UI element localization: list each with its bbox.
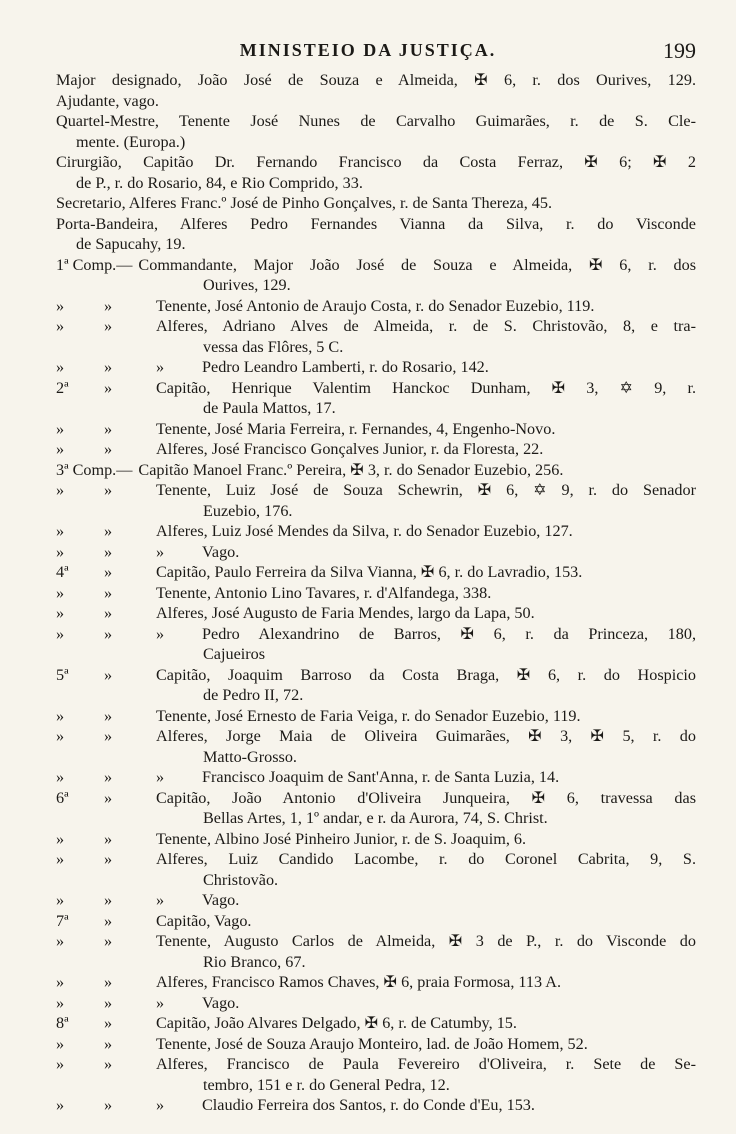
- continuation-line: Rio Branco, 67.: [203, 952, 306, 971]
- ditto-column: »: [156, 1096, 165, 1114]
- entry-text: Tenente, Antonio Lino Tavares, r. d'Alfandega, 338.: [156, 583, 492, 602]
- ditto-column: »: [104, 706, 113, 725]
- page-header: [0, 36, 736, 66]
- text-line: de P., r. do Rosario, 84, e Rio Comprido, 33.: [76, 173, 363, 192]
- ditto-column: »: [104, 296, 113, 315]
- continuation-line: Bellas Artes, 1, 1º andar, e r. da Aurora, 74, S. Christ.: [203, 809, 548, 827]
- entry-text: Capitão, Vago.: [156, 911, 252, 930]
- roster-row: [56, 357, 696, 378]
- ditto-column: »: [104, 993, 113, 1012]
- ditto-column: »: [104, 891, 113, 909]
- roster-row: [56, 788, 696, 809]
- company-column: »: [56, 1096, 65, 1114]
- company-column: 2ª: [56, 378, 69, 397]
- roster-row: [56, 972, 696, 993]
- company-column: »: [56, 624, 65, 643]
- entry-text: Capitão, Joaquim Barroso da Costa Braga, ✠ 6, r. do Hospicio: [156, 665, 696, 684]
- continuation-line: vessa das Flôres, 5 C.: [203, 337, 344, 356]
- text-line: Quartel-Mestre, Tenente José Nunes de Carvalho Guimarães, r. de S. Cle-: [56, 112, 696, 130]
- ditto-column: »: [104, 768, 113, 786]
- ditto-column: »: [104, 378, 113, 397]
- entry-text: Alferes, Francisco de Paula Fevereiro d'Oliveira, r. Sete de Se-: [156, 1055, 696, 1073]
- ditto-column: »: [104, 604, 113, 622]
- entry-text: Capitão, Paulo Ferreira da Silva Vianna, ✠ 6, r. do Lavradio, 153.: [156, 563, 583, 581]
- ditto-column: »: [156, 993, 165, 1012]
- company-column: »: [56, 768, 65, 786]
- entry-text: Vago.: [202, 891, 240, 909]
- ditto-column: »: [104, 583, 113, 602]
- entry-text: Alferes, Luiz José Mendes da Silva, r. do Senador Euzebio, 127.: [156, 522, 573, 540]
- ditto-column: »: [104, 788, 113, 807]
- continuation-line: tembro, 151 e r. do General Pedra, 12.: [203, 1075, 450, 1094]
- roster-row: [56, 583, 696, 604]
- entry-text: Alferes, Jorge Maia de Oliveira Guimarães, ✠ 3, ✠ 5, r. do: [156, 727, 696, 745]
- continuation-line: Cajueiros: [203, 645, 266, 663]
- entry-text: Tenente, José de Souza Araujo Monteiro, lad. de João Homem, 52.: [156, 1034, 588, 1053]
- ditto-column: »: [104, 563, 113, 581]
- roster-row: [56, 665, 696, 686]
- ditto-column: »: [104, 932, 113, 950]
- roster-row: [56, 378, 696, 399]
- ditto-column: »: [156, 542, 165, 561]
- company-column: 7ª: [56, 911, 69, 930]
- ditto-column: »: [104, 727, 113, 745]
- company-column: »: [56, 706, 65, 725]
- roster-row: [56, 726, 696, 747]
- ditto-column: »: [104, 440, 113, 458]
- roster-row: [56, 460, 696, 481]
- company-column: 6ª: [56, 788, 69, 807]
- roster-row: [56, 419, 696, 440]
- text-line: Porta-Bandeira, Alferes Pedro Fernandes Vianna da Silva, r. do Visconde: [56, 214, 696, 233]
- ditto-column: »: [104, 1096, 113, 1114]
- company-column: »: [56, 829, 65, 848]
- entry-text: Capitão, João Antonio d'Oliveira Junqueira, ✠ 6, travessa das: [156, 788, 696, 807]
- roster-row: [56, 521, 696, 542]
- roster-row: [56, 562, 696, 583]
- entry-text: Capitão Manoel Franc.º Pereira, ✠ 3, r. do Senador Euzebio, 256.: [138, 460, 564, 479]
- entry-text: Pedro Alexandrino de Barros, ✠ 6, r. da Princeza, 180,: [202, 624, 696, 643]
- company-column: »: [56, 358, 65, 376]
- entry-text: Tenente, José Ernesto de Faria Veiga, r. do Senador Euzebio, 119.: [156, 706, 581, 725]
- ditto-column: »: [156, 358, 165, 376]
- continuation-line: Euzebio, 176.: [203, 501, 293, 520]
- roster-row: [56, 542, 696, 563]
- page-number: 199: [663, 38, 696, 63]
- entry-text: Tenente, Luiz José de Souza Schewrin, ✠ 6, ✡ 9, r. do Senador: [156, 481, 696, 499]
- roster-row: [56, 1034, 696, 1055]
- ditto-column: »: [104, 1034, 113, 1053]
- roster-row: [56, 911, 696, 932]
- text-body: [56, 70, 696, 1116]
- entry-text: Claudio Ferreira dos Santos, r. do Conde d'Eu, 153.: [202, 1096, 535, 1114]
- entry-text: Alferes, José Francisco Gonçalves Junior, r. da Floresta, 22.: [156, 440, 544, 458]
- continuation-line: de Pedro II, 72.: [203, 686, 304, 704]
- ditto-column: »: [104, 542, 113, 561]
- roster-row: [56, 480, 696, 501]
- entry-text: Tenente, José Antonio de Araujo Costa, r. do Senador Euzebio, 119.: [156, 296, 595, 315]
- ditto-column: »: [104, 665, 113, 684]
- company-column: »: [56, 583, 65, 602]
- entry-text: Tenente, José Maria Ferreira, r. Fernandes, 4, Engenho-Novo.: [156, 419, 556, 438]
- ditto-column: »: [104, 419, 113, 438]
- continuation-line: Matto-Grosso.: [203, 747, 297, 766]
- ditto-column: »: [104, 973, 113, 991]
- entry-text: Francisco Joaquim de Sant'Anna, r. de Santa Luzia, 14.: [202, 768, 560, 786]
- roster-row: [56, 706, 696, 727]
- company-column: »: [56, 317, 65, 335]
- roster-row: [56, 931, 696, 952]
- ditto-column: »: [104, 1014, 113, 1032]
- roster-row: [56, 624, 696, 645]
- ditto-column: »: [104, 624, 113, 643]
- continuation-line: Christovão.: [203, 870, 279, 889]
- ditto-column: »: [156, 891, 165, 909]
- text-line: Secretario, Alferes Franc.º José de Pinho Gonçalves, r. de Santa Thereza, 45.: [56, 194, 553, 212]
- ditto-column: »: [104, 481, 113, 499]
- text-line: Major designado, João José de Souza e Almeida, ✠ 6, r. dos Ourives, 129.: [56, 71, 696, 89]
- roster-row: [56, 1013, 696, 1034]
- company-column: 8ª: [56, 1014, 69, 1032]
- roster-row: [56, 255, 696, 276]
- text-line: Cirurgião, Capitão Dr. Fernando Francisco da Costa Ferraz, ✠ 6; ✠ 2: [56, 153, 696, 171]
- company-column: 5ª: [56, 665, 69, 684]
- roster-row: [56, 316, 696, 337]
- running-title: MINISTEIO DA JUSTIÇA.: [239, 40, 497, 60]
- roster-row: [56, 767, 696, 788]
- roster-row: [56, 829, 696, 850]
- entry-text: Alferes, Francisco Ramos Chaves, ✠ 6, praia Formosa, 113 A.: [156, 973, 561, 991]
- entry-text: Pedro Leandro Lamberti, r. do Rosario, 142.: [202, 358, 489, 376]
- ditto-column: »: [104, 317, 113, 335]
- ditto-column: »: [104, 522, 113, 540]
- ditto-column: »: [104, 829, 113, 848]
- ditto-column: »: [104, 1055, 113, 1073]
- entry-text: Tenente, Augusto Carlos de Almeida, ✠ 3 de P., r. do Visconde do: [156, 932, 696, 950]
- company-column: »: [56, 296, 65, 315]
- text-line: Ajudante, vago.: [56, 91, 159, 110]
- company-label: 3ª Comp.—: [56, 460, 133, 479]
- company-column: »: [56, 1034, 65, 1053]
- text-line: de Sapucahy, 19.: [76, 235, 186, 253]
- ditto-column: »: [104, 850, 113, 868]
- roster-row: [56, 849, 696, 870]
- company-column: »: [56, 973, 65, 991]
- ditto-column: »: [156, 624, 165, 643]
- entry-text: Capitão, Henrique Valentim Hanckoc Dunham, ✠ 3, ✡ 9, r.: [156, 378, 696, 397]
- company-column: »: [56, 542, 65, 561]
- ditto-column: »: [156, 768, 165, 786]
- continuation-line: de Paula Mattos, 17.: [203, 399, 336, 417]
- company-column: »: [56, 993, 65, 1012]
- ditto-column: »: [104, 911, 113, 930]
- roster-row: [56, 1054, 696, 1075]
- company-column: »: [56, 604, 65, 622]
- company-label: 1ª Comp.—: [56, 255, 133, 274]
- continuation-line: Ourives, 129.: [203, 276, 291, 294]
- company-column: »: [56, 419, 65, 438]
- roster-row: [56, 439, 696, 460]
- company-column: »: [56, 522, 65, 540]
- entry-text: Alferes, Adriano Alves de Almeida, r. de S. Christovão, 8, e tra-: [156, 317, 696, 335]
- company-column: »: [56, 440, 65, 458]
- entry-text: Vago.: [202, 542, 240, 561]
- company-column: »: [56, 727, 65, 745]
- roster-row: [56, 603, 696, 624]
- company-column: »: [56, 891, 65, 909]
- entry-text: Capitão, João Alvares Delgado, ✠ 6, r. de Catumby, 15.: [156, 1014, 517, 1032]
- entry-text: Alferes, José Augusto de Faria Mendes, largo da Lapa, 50.: [156, 604, 535, 622]
- entry-text: Alferes, Luiz Candido Lacombe, r. do Coronel Cabrita, 9, S.: [156, 850, 696, 868]
- roster-row: [56, 890, 696, 911]
- company-column: »: [56, 850, 65, 868]
- roster-row: [56, 1095, 696, 1116]
- roster-row: [56, 993, 696, 1014]
- company-column: »: [56, 481, 65, 499]
- entry-text: Vago.: [202, 993, 240, 1012]
- text-line: mente. (Europa.): [76, 132, 186, 151]
- company-column: 4ª: [56, 563, 69, 581]
- entry-text: Commandante, Major João José de Souza e Almeida, ✠ 6, r. dos: [138, 255, 696, 274]
- company-column: »: [56, 932, 65, 950]
- company-column: »: [56, 1055, 65, 1073]
- roster-row: [56, 296, 696, 317]
- ditto-column: »: [104, 358, 113, 376]
- entry-text: Tenente, Albino José Pinheiro Junior, r. de S. Joaquim, 6.: [156, 829, 527, 848]
